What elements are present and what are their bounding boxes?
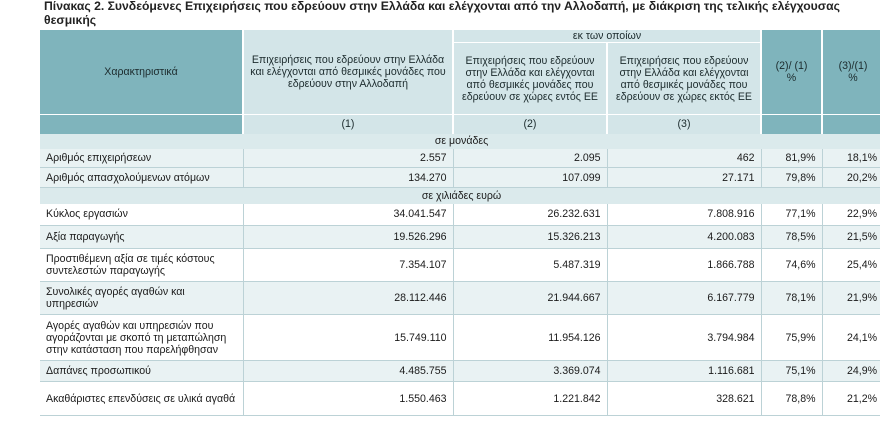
cell-value: 15.749.110 — [243, 315, 453, 361]
cell-value: 21,2% — [822, 382, 880, 416]
statistics-table — [40, 30, 880, 416]
cell-value: 22,9% — [822, 204, 880, 226]
cell-value: 1.221.842 — [453, 382, 607, 416]
section-row — [40, 134, 880, 149]
cell-value: 78,8% — [761, 382, 822, 416]
table-title-line-1: Πίνακας 2. Συνδεόμενες Επιχειρήσεις που εδρεύουν στην Ελλάδα και ελέγχονται από την Αλλοδαπή, με διάκριση της τελικής ελέγχουσας θεσμικής — [44, 0, 840, 27]
cell-value: 2.095 — [453, 149, 607, 168]
header-index-1: (1) — [243, 115, 453, 134]
cell-value: 19.526.296 — [243, 226, 453, 249]
table-row — [40, 315, 880, 361]
header-col-2: Επιχειρήσεις που εδρεύουν στην Ελλάδα και ελέγχονται από θεσμικές μονάδες που εδρεύουν σε χώρες εντός ΕΕ — [453, 43, 607, 115]
table-row — [40, 204, 880, 226]
section-row — [40, 188, 880, 204]
cell-value: 134.270 — [243, 168, 453, 188]
row-label: Αγορές αγαθών και υπηρεσιών που αγοράζονται με σκοπό τη μεταπώληση στην κατάσταση που παρελήφθησαν — [40, 315, 243, 361]
cell-value: 81,9% — [761, 149, 822, 168]
cell-value: 15.326.213 — [453, 226, 607, 249]
header-index-3: (3) — [607, 115, 761, 134]
cell-value: 78,1% — [761, 282, 822, 315]
cell-value: 1.866.788 — [607, 249, 761, 282]
row-label: Κύκλος εργασιών — [40, 204, 243, 226]
header-characteristics: Χαρακτηριστικά — [40, 30, 243, 115]
table-row — [40, 361, 880, 382]
header-index-4 — [761, 115, 822, 134]
cell-value: 21.944.667 — [453, 282, 607, 315]
cell-value: 3.369.074 — [453, 361, 607, 382]
cell-value: 3.794.984 — [607, 315, 761, 361]
table-row — [40, 382, 880, 416]
table-row — [40, 149, 880, 168]
cell-value: 75,1% — [761, 361, 822, 382]
cell-value: 74,6% — [761, 249, 822, 282]
cell-value: 79,8% — [761, 168, 822, 188]
cell-value: 1.116.681 — [607, 361, 761, 382]
table-row — [40, 282, 880, 315]
header-index-row — [40, 115, 880, 134]
cell-value: 24,1% — [822, 315, 880, 361]
cell-value: 328.621 — [607, 382, 761, 416]
row-label: Δαπάνες προσωπικού — [40, 361, 243, 382]
row-label: Ακαθάριστες επενδύσεις σε υλικά αγαθά — [40, 382, 243, 416]
cell-value: 4.200.083 — [607, 226, 761, 249]
cell-value: 34.041.547 — [243, 204, 453, 226]
cell-value: 7.808.916 — [607, 204, 761, 226]
cell-value: 2.557 — [243, 149, 453, 168]
cell-value: 75,9% — [761, 315, 822, 361]
row-label: Αριθμός επιχειρήσεων — [40, 149, 243, 168]
cell-value: 1.550.463 — [243, 382, 453, 416]
header-col-3: Επιχειρήσεις που εδρεύουν στην Ελλάδα και ελέγχονται από θεσμικές μονάδες που εδρεύουν σε χώρες εκτός ΕΕ — [607, 43, 761, 115]
header-index-empty — [40, 115, 243, 134]
cell-value: 78,5% — [761, 226, 822, 249]
cell-value: 462 — [607, 149, 761, 168]
table-row — [40, 249, 880, 282]
row-label: Αριθμός απασχολούμενων ατόμων — [40, 168, 243, 188]
header-of-which: εκ των οποίων — [453, 30, 761, 43]
row-label: Προστιθέμενη αξία σε τιμές κόστους συντελεστών παραγωγής — [40, 249, 243, 282]
section-thousands: σε χιλιάδες ευρώ — [40, 188, 880, 204]
cell-value: 6.167.779 — [607, 282, 761, 315]
cell-value: 24,9% — [822, 361, 880, 382]
table-row — [40, 168, 880, 188]
cell-value: 5.487.319 — [453, 249, 607, 282]
table-row — [40, 226, 880, 249]
header-index-5 — [822, 115, 880, 134]
row-label: Αξία παραγωγής — [40, 226, 243, 249]
cell-value: 26.232.631 — [453, 204, 607, 226]
cell-value: 27.171 — [607, 168, 761, 188]
cell-value: 77,1% — [761, 204, 822, 226]
cell-value: 4.485.755 — [243, 361, 453, 382]
section-units: σε μονάδες — [40, 134, 880, 149]
header-col-5: (3)/(1) % — [822, 30, 880, 115]
cell-value: 107.099 — [453, 168, 607, 188]
cell-value: 21,9% — [822, 282, 880, 315]
cell-value: 25,4% — [822, 249, 880, 282]
header-col-1: Επιχειρήσεις που εδρεύουν στην Ελλάδα και ελέγχονται από θεσμικές μονάδες που εδρεύουν στην Αλλοδαπή — [243, 30, 453, 115]
header-col-4: (2)/ (1) % — [761, 30, 822, 115]
cell-value: 21,5% — [822, 226, 880, 249]
header-row-top — [40, 30, 880, 43]
header-index-2: (2) — [453, 115, 607, 134]
cell-value: 11.954.126 — [453, 315, 607, 361]
cell-value: 18,1% — [822, 149, 880, 168]
row-label: Συνολικές αγορές αγαθών και υπηρεσιών — [40, 282, 243, 315]
cell-value: 7.354.107 — [243, 249, 453, 282]
cell-value: 20,2% — [822, 168, 880, 188]
cell-value: 28.112.446 — [243, 282, 453, 315]
